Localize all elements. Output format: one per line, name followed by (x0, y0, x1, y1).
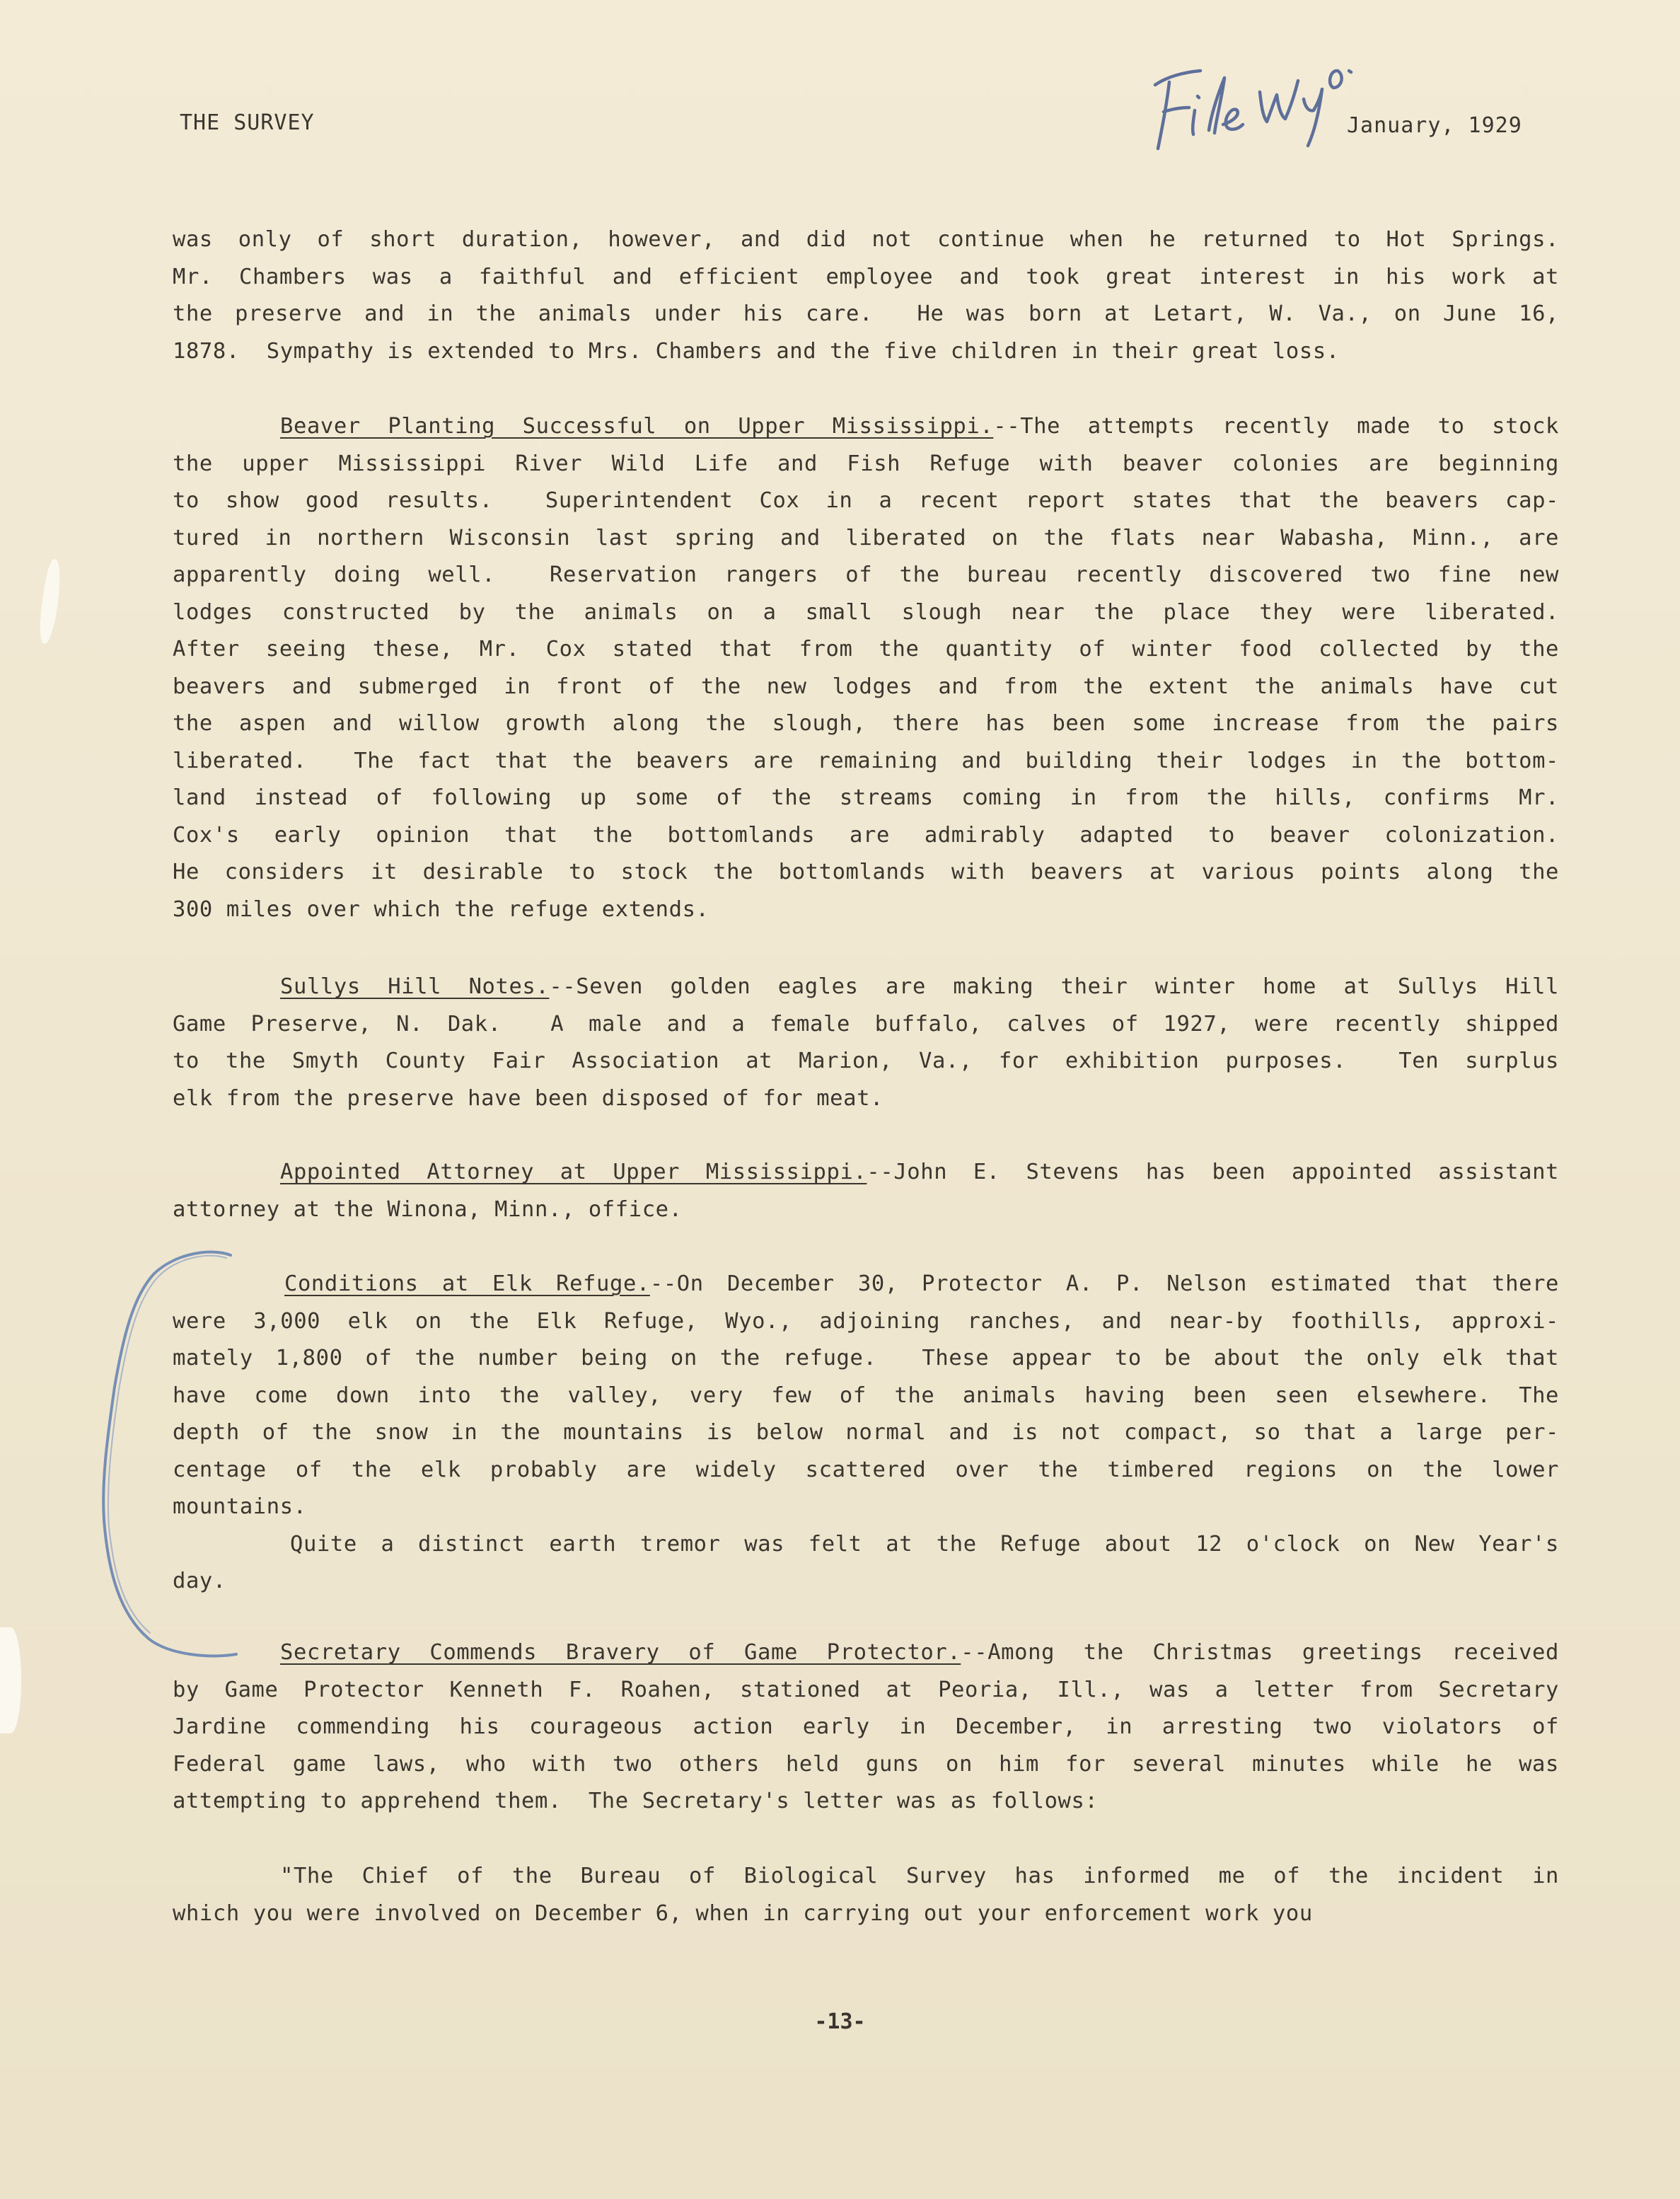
text-line (173, 969, 1559, 1006)
page-number: -13- (814, 2009, 866, 2034)
text-line: tured in northern Wisconsin last spring and liberated on the flats near Wabasha, Minn., are (173, 525, 1559, 550)
text-line: He considers it desirable to stock the bottomlands with beavers at various points along the (173, 860, 1559, 884)
text-line: 1878. Sympathy is extended to Mrs. Chambers and the five children in their great loss. (173, 338, 1340, 364)
heading-continuation: --John E. Stevens has been appointed assistant (867, 1160, 1559, 1184)
text-line: have come down into the valley, very few of the animals having been seen elsewhere. The (173, 1383, 1559, 1408)
text-line: Federal game laws, who with two others held guns on him for several minutes while he was (173, 1751, 1559, 1777)
text-line: Quite a distinct earth tremor was felt at the Refuge about 12 o'clock on New Year's (290, 1531, 1559, 1557)
text-line: elk from the preserve have been disposed of for meat. (173, 1085, 884, 1111)
sullys-hill-paragraph (173, 969, 1559, 1117)
attorney-paragraph (173, 1154, 1559, 1228)
heading-continuation: --On December 30, Protector A. P. Nelson estimated that there (649, 1271, 1559, 1296)
text-line: the upper Mississippi River Wild Life and Fish Refuge with beaver colonies are beginning (173, 451, 1559, 476)
heading-continuation: --Seven golden eagles are making their winter home at Sullys Hill (549, 974, 1559, 999)
margin-bracket-mark (71, 1245, 255, 1663)
handwritten-file-note (1135, 42, 1369, 156)
text-line: liberated. The fact that the beavers are remaining and building their lodges in the bottom- (173, 748, 1559, 773)
text-line: mountains. (173, 1494, 307, 1519)
text-line: land instead of following up some of the streams coming in from the hills, confirms Mr. (173, 785, 1559, 810)
section-heading: Secretary Commends Bravery of Game Protector. (280, 1640, 961, 1665)
text-line: by Game Protector Kenneth F. Roahen, stationed at Peoria, Ill., was a letter from Secretary (173, 1677, 1559, 1702)
text-line: lodges constructed by the animals on a small slough near the place they were liberated. (173, 599, 1559, 625)
section-heading: Beaver Planting Successful on Upper Mississippi. (280, 414, 994, 439)
text-line: beavers and submerged in front of the new lodges and from the extent the animals have cut (173, 674, 1559, 699)
heading-continuation: --Among the Christmas greetings received (961, 1640, 1559, 1665)
text-line: "The Chief of the Bureau of Biological Survey has informed me of the incident in (280, 1864, 1559, 1888)
text-line (173, 1154, 1559, 1191)
quoted-letter-paragraph (173, 1858, 1559, 1932)
paper-edge-tear (37, 558, 64, 645)
text-line: which you were involved on December 6, when in carrying out your enforcement work you (173, 1900, 1313, 1926)
text-line (173, 1634, 1559, 1672)
text-line: to the Smyth County Fair Association at Marion, Va., for exhibition purposes. Ten surplus (173, 1049, 1559, 1073)
text-line: day. (173, 1569, 226, 1593)
paper-edge-tear (0, 1627, 21, 1733)
text-line: depth of the snow in the mountains is below normal and is not compact, so that a large per- (173, 1420, 1559, 1445)
continuation-paragraph (173, 221, 1559, 370)
beaver-paragraph (173, 408, 1559, 928)
text-line: 300 miles over which the refuge extends. (173, 896, 709, 922)
section-heading: Appointed Attorney at Upper Mississippi. (280, 1160, 867, 1184)
text-line: Jardine commending his courageous action early in December, in arresting two violators of (173, 1714, 1559, 1739)
text-line: attorney at the Winona, Minn., office. (173, 1196, 683, 1222)
text-line: Game Preserve, N. Dak. A male and a female buffalo, calves of 1927, were recently shipped (173, 1011, 1559, 1037)
text-line: Mr. Chambers was a faithful and efficient employee and took great interest in his work at (173, 264, 1559, 289)
text-line: apparently doing well. Reservation rangers of the bureau recently discovered two fine new (173, 562, 1559, 587)
text-line: attempting to apprehend them. The Secretary's letter was as follows: (173, 1789, 1099, 1813)
text-line (173, 1266, 1559, 1303)
section-heading: Conditions at Elk Refuge. (284, 1271, 650, 1296)
publication-title: THE SURVEY (180, 110, 315, 135)
text-line: centage of the elk probably are widely scattered over the timbered regions on the lower (173, 1457, 1559, 1482)
text-line: were 3,000 elk on the Elk Refuge, Wyo., adjoining ranches, and near-by foothills, approxi- (173, 1308, 1559, 1334)
secretary-paragraph (173, 1634, 1559, 1820)
heading-continuation: --The attempts recently made to stock (993, 414, 1559, 439)
section-heading: Sullys Hill Notes. (280, 974, 550, 999)
text-line: was only of short duration, however, and did not continue when he returned to Hot Springs. (173, 227, 1559, 252)
text-line (173, 408, 1559, 446)
text-line: mately 1,800 of the number being on the refuge. These appear to be about the only elk that (173, 1346, 1559, 1370)
text-line: to show good results. Superintendent Cox in a recent report states that the beavers cap- (173, 488, 1559, 513)
elk-refuge-paragraph (173, 1266, 1559, 1600)
text-line: After seeing these, Mr. Cox stated that from the quantity of winter food collected by the (173, 637, 1559, 662)
text-line: the aspen and willow growth along the slough, there has been some increase from the pairs (173, 711, 1559, 736)
text-line: Cox's early opinion that the bottomlands are admirably adapted to beaver colonization. (173, 822, 1559, 848)
issue-date: January, 1929 (1347, 113, 1522, 138)
text-line: the preserve and in the animals under his care. He was born at Letart, W. Va., on June 16, (173, 301, 1559, 326)
